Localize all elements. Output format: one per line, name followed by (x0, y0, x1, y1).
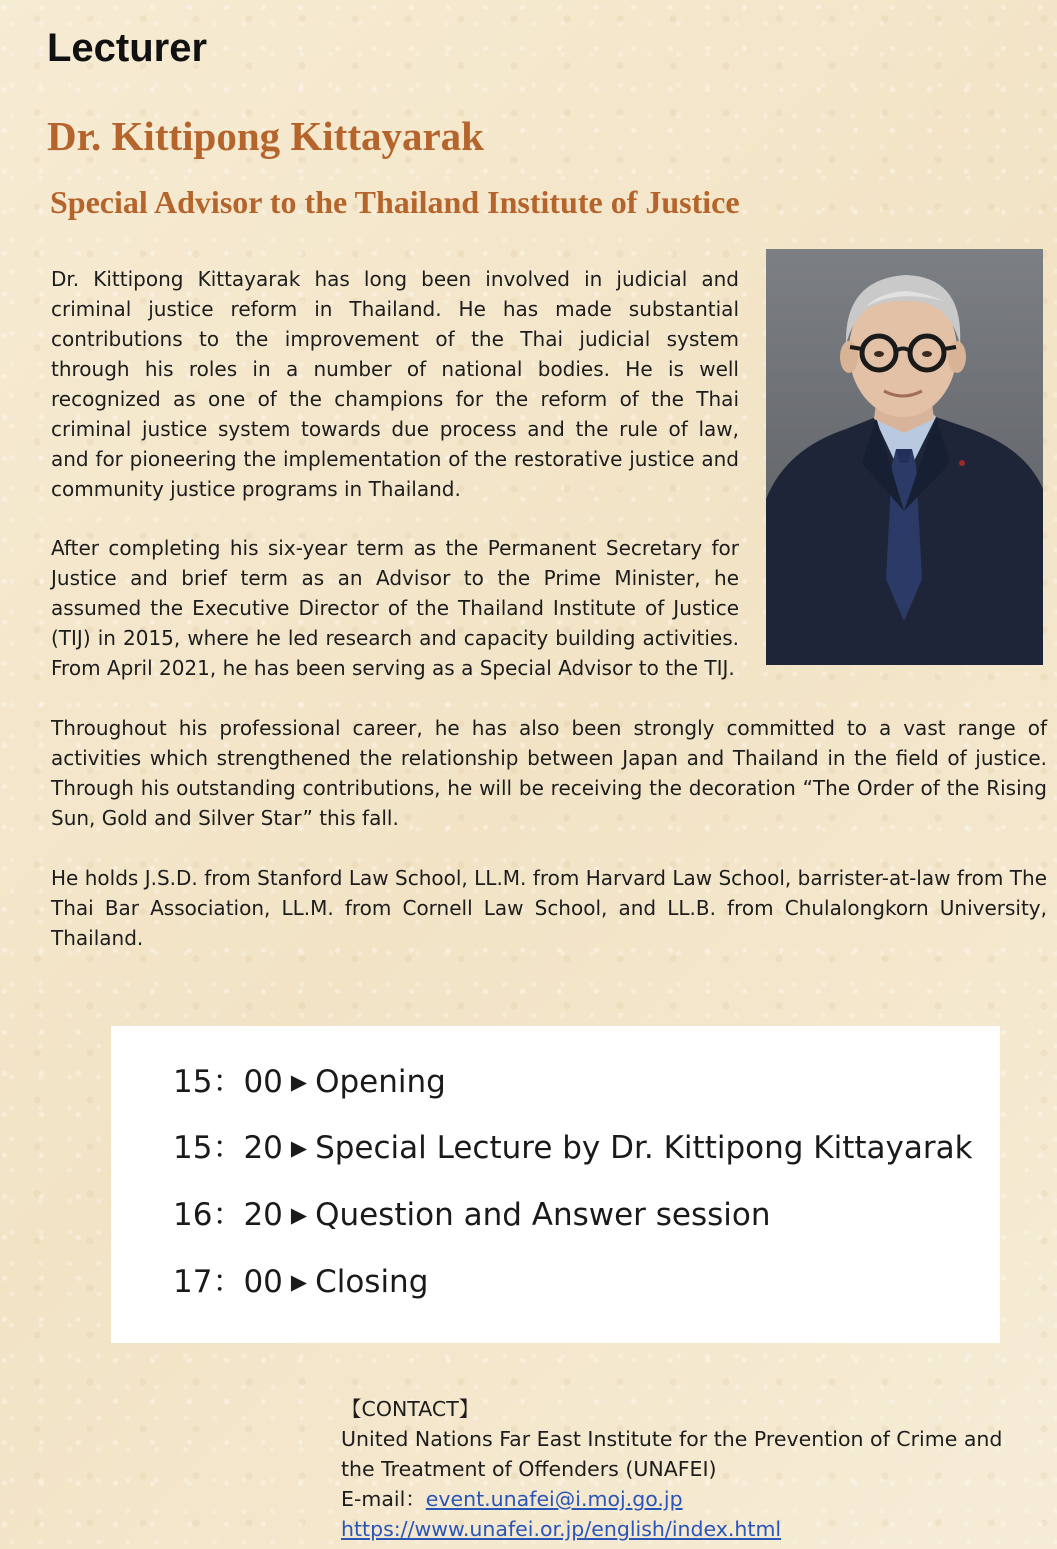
email-link[interactable]: event.unafei@i.moj.go.jp (425, 1487, 683, 1511)
schedule-item: Closing (315, 1264, 429, 1300)
schedule-row (173, 1122, 973, 1167)
schedule-time: 15：20 (173, 1130, 283, 1166)
schedule-row (173, 1056, 446, 1101)
play-arrow-icon: ▶ (290, 1070, 308, 1094)
contact-website-row (341, 1514, 1002, 1544)
contact-organization-line-1: United Nations Far East Institute for the Prevention of Crime and (341, 1427, 1003, 1451)
schedule-item: Special Lecture by Dr. Kittipong Kittayarak (315, 1130, 973, 1166)
schedule-row (173, 1189, 771, 1234)
play-arrow-icon: ▶ (290, 1270, 308, 1294)
schedule-time: 15：00 (173, 1064, 283, 1100)
contact-heading: 【CONTACT】 (341, 1397, 480, 1421)
lecturer-portrait (766, 249, 1043, 665)
email-label: E-mail： (341, 1487, 426, 1511)
play-arrow-icon: ▶ (290, 1203, 308, 1227)
program-schedule (111, 1026, 1000, 1343)
bio-paragraph-3: Throughout his professional career, he has also been strongly committed to a vast range of activities which strengthened the relationship between Japan and Thailand in the field of justice. Through his outstanding contributions, he will be receiving the decoration “The Order of the Rising Sun, Gold and Silver Star” this fall. (51, 716, 1047, 830)
lecturer-title: Special Advisor to the Thailand Institute of Justice (50, 184, 740, 220)
website-link[interactable]: https://www.unafei.or.jp/english/index.html (341, 1517, 782, 1541)
contact-block (341, 1394, 1002, 1544)
bio-paragraph-2: After completing his six-year term as the Permanent Secretary for Justice and brief term as an Advisor to the Prime Minister, he assumed the Executive Director of the Thailand Institute of Justice (TIJ) in 2015, where he led research and capacity building activities. From April 2021, he has been serving as a Special Advisor to the TIJ. (51, 536, 739, 680)
contact-email-row (341, 1484, 1002, 1514)
schedule-item: Question and Answer session (315, 1197, 771, 1233)
schedule-row (173, 1256, 428, 1301)
contact-organization-line-2: the Treatment of Offenders (UNAFEI) (341, 1457, 717, 1481)
lecturer-name: Dr. Kittipong Kittayarak (47, 113, 484, 159)
bio-paragraph-1: Dr. Kittipong Kittayarak has long been involved in judicial and criminal justice reform in Thailand. He has made substantial contributions to the improvement of the Thai judicial system through his roles in a number of national bodies. He is well recognized as one of the champions for the reform of the Thai criminal justice system towards due process and the rule of law, and for pioneering the implementation of the restorative justice and community justice programs in Thailand. (51, 267, 739, 501)
play-arrow-icon: ▶ (290, 1136, 308, 1160)
schedule-time: 17：00 (173, 1264, 283, 1300)
schedule-item: Opening (315, 1064, 446, 1100)
schedule-time: 16：20 (173, 1197, 283, 1233)
section-heading: Lecturer (47, 26, 208, 70)
bio-paragraph-4: He holds J.S.D. from Stanford Law School, LL.M. from Harvard Law School, barrister-at-law from The Thai Bar Association, LL.M. from Cornell Law School, and LL.B. from Chulalongkorn University, Thailand. (51, 866, 1047, 950)
